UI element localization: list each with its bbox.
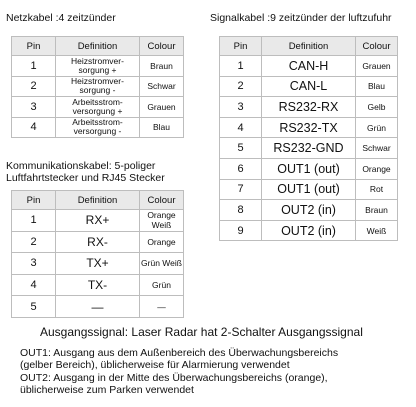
colour-cell: Gelb bbox=[356, 97, 398, 118]
pin-cell: 4 bbox=[220, 117, 262, 138]
table-row bbox=[220, 220, 398, 241]
ausgangssignal-line: OUT2: Ausgang in der Mitte des Überwachungsbereichs (orange), bbox=[20, 372, 328, 384]
ausgangssignal-line: OUT1: Ausgang aus dem Außenbereich des Überwachungsbereichs bbox=[20, 347, 339, 359]
pin-cell: 3 bbox=[12, 253, 56, 275]
colour-cell: Braun bbox=[356, 200, 398, 221]
header-pin: Pin bbox=[12, 37, 56, 56]
table-row bbox=[220, 179, 398, 200]
colour-cell: Schwar bbox=[140, 76, 184, 97]
table-header-row bbox=[12, 37, 184, 56]
colour-cell: Grauen bbox=[140, 97, 184, 118]
table-row bbox=[12, 296, 184, 318]
pin-cell: 1 bbox=[220, 56, 262, 77]
pin-cell: 2 bbox=[220, 76, 262, 97]
pin-cell: 5 bbox=[220, 138, 262, 159]
colour-cell: Schwar bbox=[356, 138, 398, 159]
definition-cell: OUT2 (in) bbox=[262, 200, 356, 221]
netzkabel-title: Netzkabel :4 zeitzünder bbox=[6, 12, 116, 24]
colour-cell: Blau bbox=[140, 117, 184, 138]
netzkabel-table bbox=[11, 36, 184, 138]
colour-cell: Blau bbox=[356, 76, 398, 97]
table-row bbox=[12, 274, 184, 296]
header-pin: Pin bbox=[220, 37, 262, 56]
signalkabel-title: Signalkabel :9 zeitzünder der luftzufuhr bbox=[210, 12, 392, 24]
header-colour: Colour bbox=[140, 37, 184, 56]
pin-cell: 3 bbox=[12, 97, 56, 118]
signalkabel-table bbox=[219, 36, 398, 241]
table-row bbox=[220, 97, 398, 118]
table-header-row bbox=[220, 37, 398, 56]
kommunikationskabel-table bbox=[11, 190, 184, 318]
definition-cell: RS232-GND bbox=[262, 138, 356, 159]
table-row bbox=[220, 138, 398, 159]
colour-cell: Grün bbox=[140, 274, 184, 296]
definition-cell: RS232-TX bbox=[262, 117, 356, 138]
pin-cell: 3 bbox=[220, 97, 262, 118]
definition-cell: CAN-H bbox=[262, 56, 356, 77]
table-row bbox=[12, 97, 184, 118]
table-header-row bbox=[12, 191, 184, 210]
colour-cell: Grün Weiß bbox=[140, 253, 184, 275]
kommunikationskabel-title-line2: Luftfahrtstecker und RJ45 Stecker bbox=[6, 172, 165, 184]
header-colour: Colour bbox=[140, 191, 184, 210]
table-row bbox=[220, 56, 398, 77]
definition-cell: OUT2 (in) bbox=[262, 220, 356, 241]
header-colour: Colour bbox=[356, 37, 398, 56]
header-definition: Definition bbox=[262, 37, 356, 56]
kommunikationskabel-title-line1: Kommunikationskabel: 5-poliger bbox=[6, 160, 156, 172]
table-row bbox=[12, 117, 184, 138]
colour-cell: Grauen bbox=[356, 56, 398, 77]
table-row bbox=[12, 210, 184, 232]
definition-cell: TX- bbox=[56, 274, 140, 296]
pin-cell: 8 bbox=[220, 200, 262, 221]
definition-cell: RX- bbox=[56, 231, 140, 253]
definition-cell: RS232-RX bbox=[262, 97, 356, 118]
colour-cell: Orange bbox=[140, 231, 184, 253]
colour-cell: Orange bbox=[356, 158, 398, 179]
definition-cell: Arbeitsstrom- versorgung + bbox=[56, 97, 140, 118]
pin-cell: 7 bbox=[220, 179, 262, 200]
table-row bbox=[12, 76, 184, 97]
table-row bbox=[220, 76, 398, 97]
definition-cell: OUT1 (out) bbox=[262, 158, 356, 179]
pin-cell: 4 bbox=[12, 274, 56, 296]
definition-cell: Heizstromver- sorgung + bbox=[56, 56, 140, 77]
colour-cell: Orange Weiß bbox=[140, 210, 184, 232]
colour-cell: Rot bbox=[356, 179, 398, 200]
header-pin: Pin bbox=[12, 191, 56, 210]
colour-cell: Weiß bbox=[356, 220, 398, 241]
pin-cell: 6 bbox=[220, 158, 262, 179]
header-definition: Definition bbox=[56, 191, 140, 210]
definition-cell: OUT1 (out) bbox=[262, 179, 356, 200]
pin-cell: 2 bbox=[12, 231, 56, 253]
pin-cell: 1 bbox=[12, 56, 56, 77]
pin-cell: 4 bbox=[12, 117, 56, 138]
table-row bbox=[12, 253, 184, 275]
definition-cell: Heizstromver- sorgung - bbox=[56, 76, 140, 97]
table-row bbox=[220, 117, 398, 138]
ausgangssignal-line: (gelber Bereich), üblicherweise für Alarmierung verwendet bbox=[20, 359, 290, 371]
colour-cell: — bbox=[140, 296, 184, 318]
pin-cell: 9 bbox=[220, 220, 262, 241]
pin-cell: 2 bbox=[12, 76, 56, 97]
ausgangssignal-line: üblicherweise zum Parken verwendet bbox=[20, 384, 194, 396]
table-row bbox=[220, 158, 398, 179]
definition-cell: TX+ bbox=[56, 253, 140, 275]
pin-cell: 1 bbox=[12, 210, 56, 232]
colour-cell: Grün bbox=[356, 117, 398, 138]
ausgangssignal-heading: Ausgangssignal: Laser Radar hat 2-Schalter Ausgangssignal bbox=[40, 325, 363, 339]
definition-cell: — bbox=[56, 296, 140, 318]
colour-cell: Braun bbox=[140, 56, 184, 77]
definition-cell: CAN-L bbox=[262, 76, 356, 97]
header-definition: Definition bbox=[56, 37, 140, 56]
pin-cell: 5 bbox=[12, 296, 56, 318]
table-row bbox=[220, 200, 398, 221]
definition-cell: Arbeitsstrom- versorgung - bbox=[56, 117, 140, 138]
definition-cell: RX+ bbox=[56, 210, 140, 232]
table-row bbox=[12, 56, 184, 77]
table-row bbox=[12, 231, 184, 253]
